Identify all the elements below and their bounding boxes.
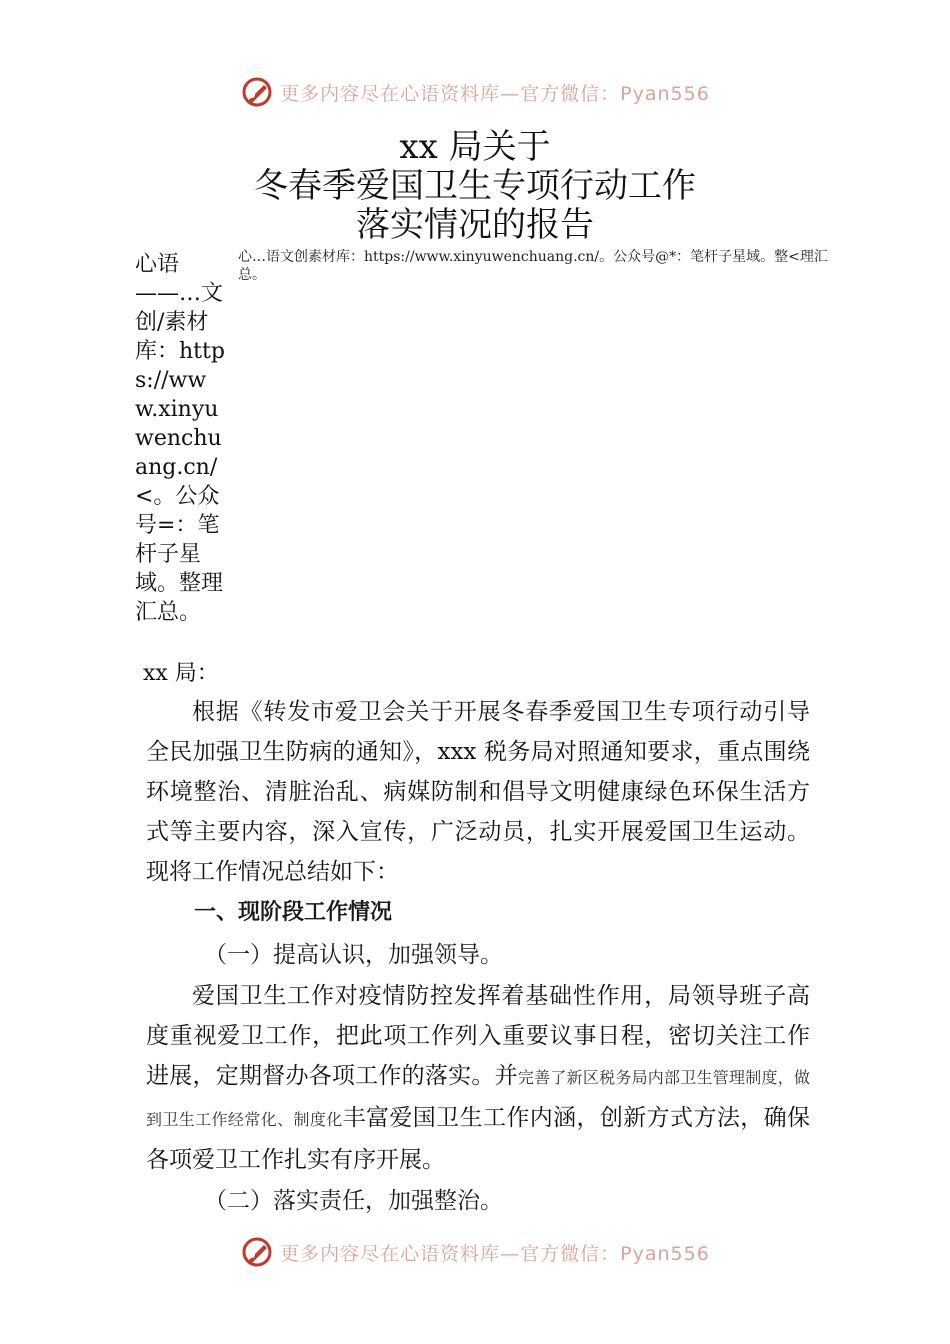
addressee: xx 局：	[143, 661, 219, 686]
title-line-3: 落实情况的报告	[356, 205, 594, 245]
title-line-1: xx 局关于	[399, 127, 551, 167]
pen-nib-logo-icon	[240, 75, 274, 109]
paragraph-1-small: 完善了新区税务局内部卫生管理制度，做到卫生工作经常化、制度化	[146, 1068, 810, 1129]
header-banner	[0, 72, 950, 112]
paragraph-1-end: 丰富爱国卫生工作内涵，创新方式方法，确保各项爱卫工作扎实有序开展。	[146, 1105, 810, 1173]
section-heading-1: 一、现阶段工作情况	[194, 900, 393, 925]
title-line-2: 冬春季爱国卫生专项行动工作	[254, 166, 696, 206]
pen-nib-logo-icon-footer	[240, 1235, 274, 1269]
wechat-id: Pyan556	[620, 82, 710, 105]
subsection-heading-2: （二）落实责任，加强整治。	[204, 1188, 503, 1214]
top-watermark-note: 心…语文创素材库：https://www.xinyuwenchuang.cn/。公众号@*：笔杆子星域。整<理汇总。	[238, 249, 828, 283]
banner-text: 更多内容尽在心语资料库—官方微信：Pyan556	[280, 82, 710, 105]
side-watermark-note: 心语——…文创/素材库：https://www.xinyuwenchuang.cn/<。公众号=：笔杆子星域。整理汇总。	[135, 252, 225, 625]
intro-paragraph: 根据《转发市爱卫会关于开展冬春季爱国卫生专项行动引导全民加强卫生防病的通知》，xxx 税务局对照通知要求，重点围绕环境整治、清脏治乱、病媒防制和倡导文明健康绿色环保生活方式等主要内容，深入宣传，广泛动员，扎实开展爱国卫生运动。现将工作情况总结如下：	[146, 699, 810, 885]
subsection-heading-1: （一）提高认识，加强领导。	[204, 942, 503, 968]
footer-banner-text: 更多内容尽在心语资料库—官方微信：Pyan556	[280, 1242, 710, 1265]
document-body	[146, 692, 810, 1222]
paragraph-1-main: 爱国卫生工作对疫情防控发挥着基础性作用，局领导班子高度重视爱卫工作，把此项工作列入重要议事日程，密切关注工作进展，定期督办各项工作的落实。并	[146, 983, 810, 1089]
paragraph-1	[146, 976, 810, 1180]
footer-wechat-id: Pyan556	[620, 1242, 710, 1265]
footer-banner	[0, 1232, 950, 1272]
document-title	[0, 128, 950, 245]
